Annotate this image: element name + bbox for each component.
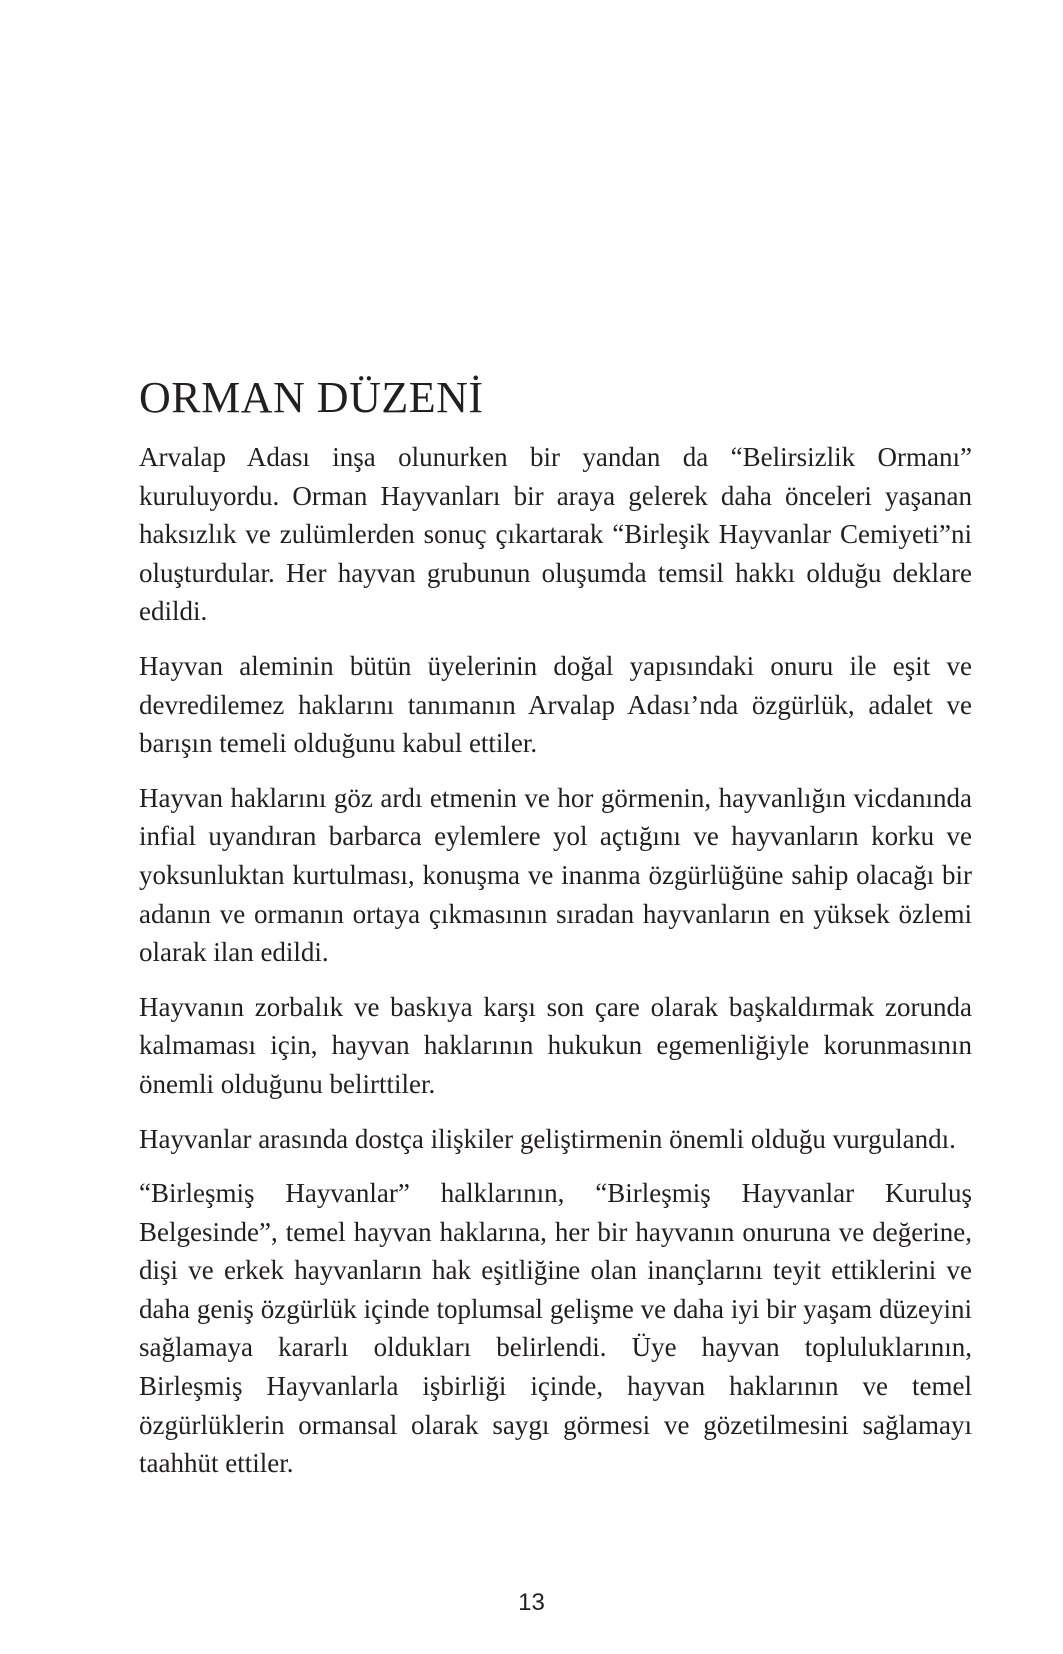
paragraph-6: “Birleşmiş Hayvanlar” halklarının, “Birleşmiş Hayvanlar Kuruluş Belgesinde”, temel hayvan haklarına, her bir hayvanın onuruna ve değerine, dişi ve erkek hayvanların hak eşitliğine olan inançlarını teyit ettiklerini ve daha geniş özgürlük içinde toplumsal gelişme ve daha iyi bir yaşam düzeyini sağlamaya kararlı oldukları belirlendi. Üye hayvan topluluklarının, Birleşmiş Hayvanlarla işbirliği içinde, hayvan haklarının ve temel özgürlüklerin ormansal olarak saygı görmesi ve gözetilmesini sağlamayı taahhüt ettiler. [139,1178,972,1479]
paragraph-3: Hayvan haklarını göz ardı etmenin ve hor görmenin, hayvanlığın vicdanında infial uyandıran barbarca eylemlere yol açtığını ve hayvanların korku ve yoksunluktan kurtulması, konuşma ve inanma özgürlüğüne sahip olacağı bir adanın ve ormanın ortaya çıkmasının sıradan hayvanların en yüksek özlemi olarak ilan edildi. [139,782,972,968]
chapter-title: ORMAN DÜZENİ [139,373,484,422]
paragraph-5: Hayvanlar arasında dostça ilişkiler geliştirmenin önemli olduğu vurgulandı. [139,1123,956,1154]
paragraph-1: Arvalap Adası inşa olunurken bir yandan da “Belirsizlik Ormanı” kuruluyordu. Orman Hayvanları bir araya gelerek daha önceleri yaşanan haksızlık ve zulümlerden sonuç çıkartarak “Birleşik Hayvanlar Cemiyeti”ni oluşturdular. Her hayvan grubunun oluşumda temsil hakkı olduğu deklare edildi. [139,442,972,627]
page-body [139,372,972,1499]
paragraph-4: Hayvanın zorbalık ve baskıya karşı son çare olarak başkaldırmak zorunda kalmaması için, hayvan haklarının hukukun egemenliğiyle korunmasının önemli olduğunu belirttiler. [139,991,972,1099]
paragraph-2: Hayvan aleminin bütün üyelerinin doğal yapısındaki onuru ile eşit ve devredilemez haklarını tanımanın Arvalap Adası’nda özgürlük, adalet ve barışın temeli olduğunu kabul ettiler. [139,650,972,759]
page-number: 13 [518,1589,545,1616]
